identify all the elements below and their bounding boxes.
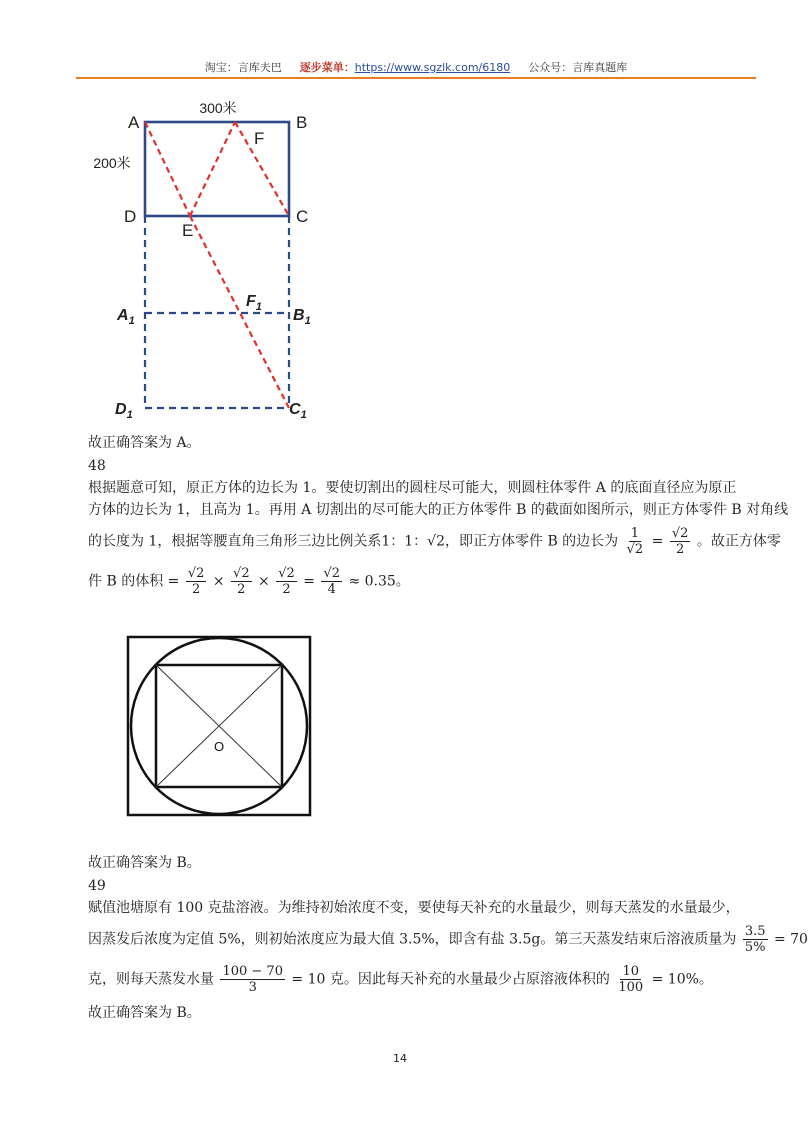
point-b1: $B_1$ [293, 307, 311, 327]
gzh-label: 公众号： [528, 61, 573, 74]
cross-section-diagram [120, 628, 320, 820]
point-e: E [182, 221, 194, 240]
center-label: O [214, 739, 225, 754]
fraction: $\frac{√2}{2}$ [187, 566, 205, 597]
point-b: B [296, 113, 308, 132]
fraction: $\frac{1}{√2}$ [626, 526, 644, 557]
fraction: $\frac{100 - 70}{3}$ [222, 964, 283, 995]
q48-line-2: 方体的边长为 1，且高为 1。再用 A 切割出的尽可能大的正方体零件 B 的截面如图所示，则正方体零件 B 对角线 [88, 502, 789, 518]
path-e-f [190, 122, 235, 216]
page-number: 14 [393, 1052, 407, 1065]
point-d1: $D_1$ [115, 401, 133, 421]
q49-line-3: 克，则每天蒸发水量 $\frac{100 - 70}{3}$ = 10 克。因此每天补充的水量最少占原溶液体积的 $\frac{10}{100}$ = 10%。 [88, 964, 713, 995]
answer-3: 故正确答案为 B。 [88, 1005, 201, 1021]
fraction: $\frac{√2}{2}$ [233, 566, 250, 597]
point-a: A [128, 113, 140, 132]
answer-1: 故正确答案为 A。 [88, 435, 201, 451]
fraction: $\frac{√2}{2}$ [671, 526, 689, 557]
shop-link[interactable]: https://www.sgzlk.com/6180 [354, 61, 511, 74]
point-f: F [254, 129, 265, 148]
point-f1: $F_1$ [246, 293, 262, 313]
answer-2: 故正确答案为 B。 [88, 855, 201, 871]
question-49-number: 49 [88, 878, 106, 894]
page-header [76, 58, 756, 76]
point-c1: $C_1$ [289, 401, 307, 421]
fraction: $\frac{3.5}{5\%}$ [744, 924, 766, 955]
question-48-number: 48 [88, 458, 106, 474]
path-a-e [145, 122, 190, 216]
point-d: D [124, 207, 137, 226]
taobao-value: 言库夫巴 [237, 61, 282, 74]
width-label: 300米 [199, 100, 237, 116]
path-diagram [93, 96, 340, 426]
q49-line-2: 因蒸发后浓度为定值 5%，则初始浓度应为最大值 3.5%，即含有盐 3.5g。第三天蒸发结束后溶液质量为 $\frac{3.5}{5\%}$ = 70 [88, 924, 808, 955]
q48-line-1: 根据题意可知，原正方体的边长为 1。要使切割出的圆柱尽可能大，则圆柱体零件 A 的底面直径应为原正 [88, 480, 737, 496]
header-divider [76, 77, 756, 79]
q49-line-1: 赋值池塘原有 100 克盐溶液。为维持初始浓度不变，要使每天补充的水量最少，则每天蒸发的水量最少， [88, 900, 740, 916]
height-label: 200米 [93, 155, 131, 171]
fraction: $\frac{√2}{4}$ [323, 566, 340, 597]
q48-line-4: 件 B 的体积 = $\frac{√2}{2}$ × $\frac{√2}{2}$ × $\frac{√2}{2}$ = $\frac{√2}{4}$ ≈ 0.35。 [88, 566, 410, 597]
taobao-label: 淘宝： [204, 61, 238, 74]
shop-label: 逐步菜单： [299, 61, 355, 74]
fraction: $\frac{√2}{2}$ [278, 566, 295, 597]
point-c: C [296, 207, 309, 226]
path-e-c1 [190, 216, 289, 408]
fraction: $\frac{10}{100}$ [618, 964, 644, 995]
gzh-value: 言库真题库 [572, 61, 628, 74]
point-a1: $A_1$ [117, 307, 135, 327]
q48-line-3: 的长度为 1，根据等腰直角三角形三边比例关系1：1：√2，即正方体零件 B 的边长为 $\frac{1}{√2}$ = $\frac{√2}{2}$ 。故正方体零 [88, 526, 781, 557]
